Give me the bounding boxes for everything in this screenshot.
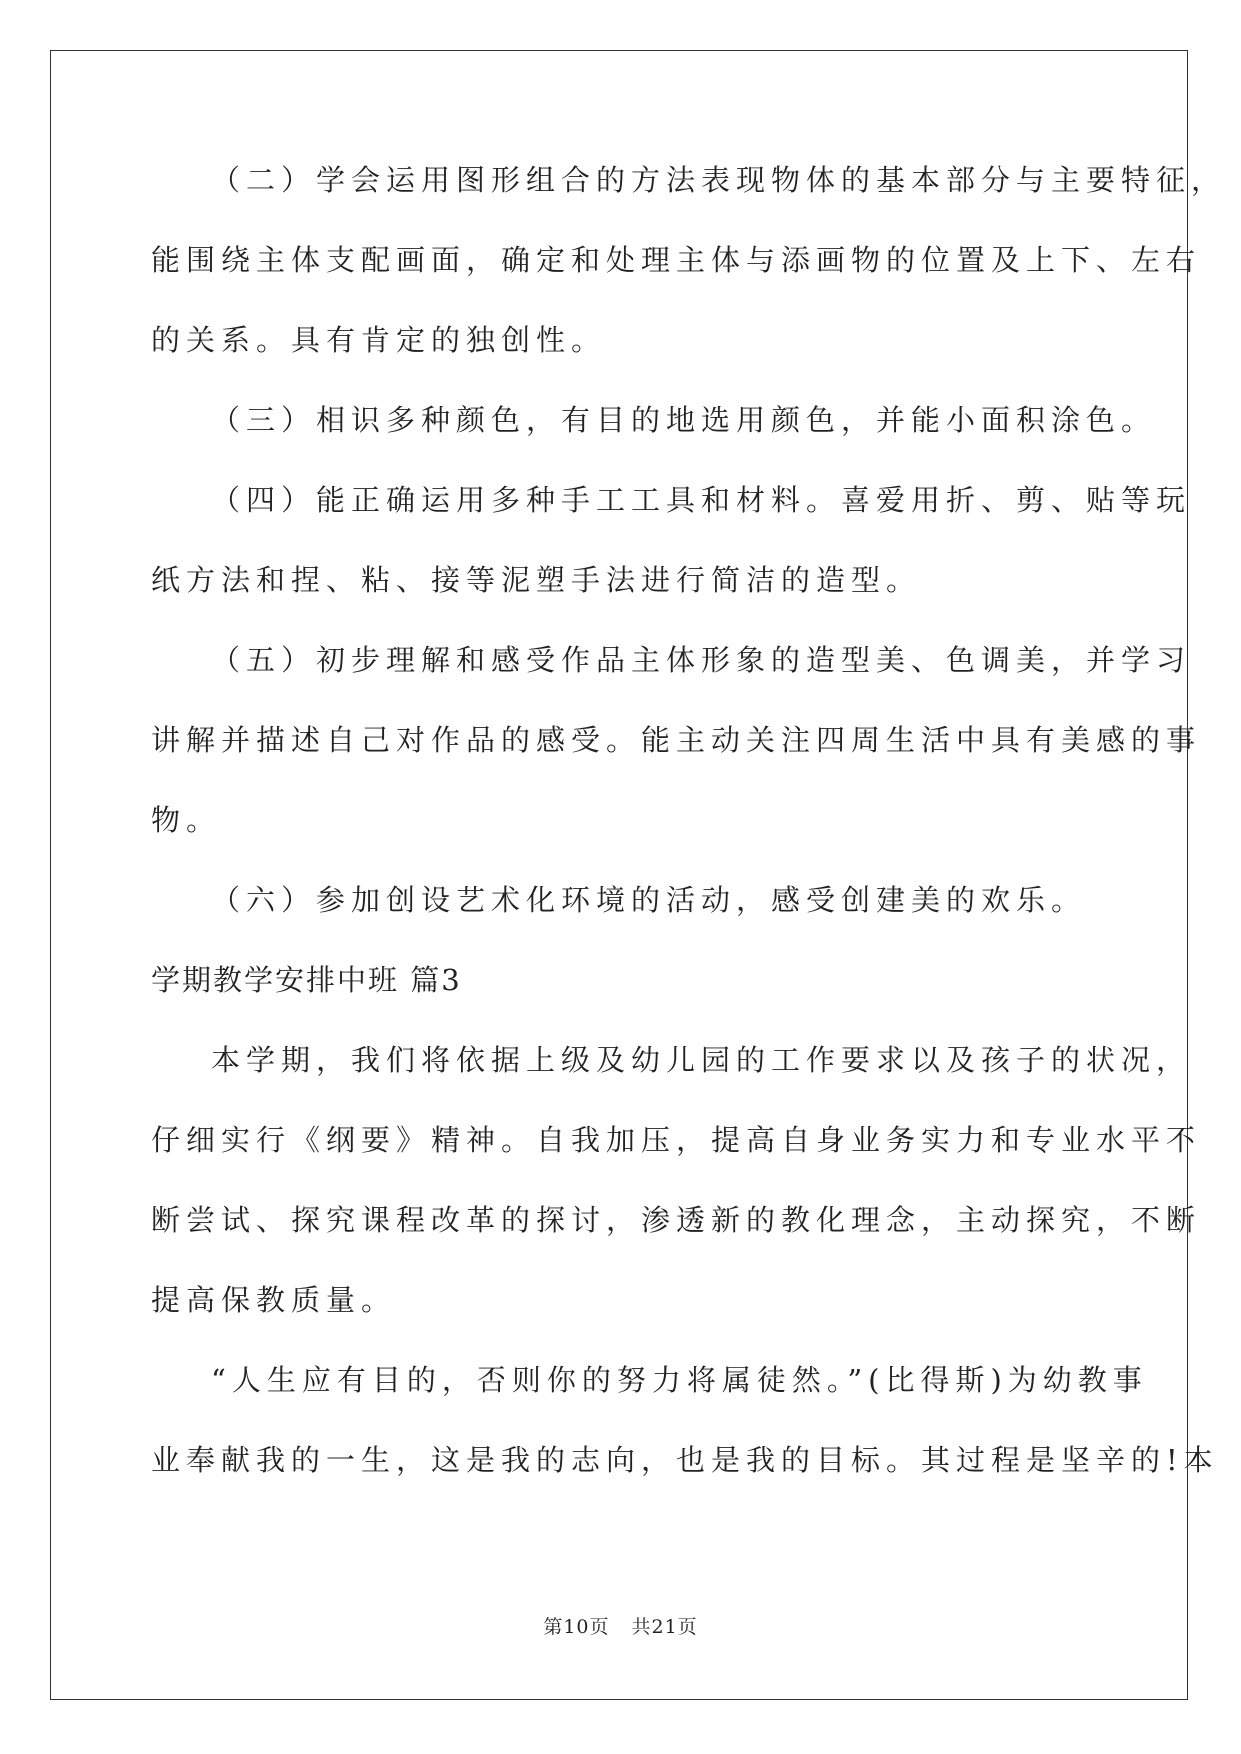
text-line: 物。 [151, 803, 222, 837]
text-line: 讲解并描述自己对作品的感受。能主动关注四周生活中具有美感的事 [151, 723, 1202, 757]
text-line: （三）相识多种颜色，有目的地选用颜色，并能小面积涂色。 [211, 403, 1157, 437]
text-line: 断尝试、探究课程改革的探讨，渗透新的教化理念，主动探究，不断 [151, 1203, 1202, 1237]
page-number: 第10页 [543, 1616, 610, 1638]
text-line: 能围绕主体支配画面，确定和处理主体与添画物的位置及上下、左右 [151, 243, 1202, 277]
text-line: 业奉献我的一生，这是我的志向，也是我的目标。其过程是坚辛的!本 [151, 1443, 1219, 1477]
text-line: “人生应有目的，否则你的努力将属徒然。”(比得斯)为幼教事 [211, 1363, 1148, 1397]
page-total: 共21页 [631, 1616, 698, 1638]
text-line: 提高保教质量。 [151, 1283, 397, 1317]
text-line: （二）学会运用图形组合的方法表现物体的基本部分与主要特征， [211, 163, 1227, 197]
text-line: 仔细实行《纲要》精神。自我加压，提高自身业务实力和专业水平不 [151, 1123, 1202, 1157]
page-footer [0, 1612, 1241, 1639]
document-body [151, 163, 1227, 1525]
text-line: （四）能正确运用多种手工工具和材料。喜爱用折、剪、贴等玩 [211, 483, 1192, 517]
text-line: 的关系。具有肯定的独创性。 [151, 323, 607, 357]
text-line: （五）初步理解和感受作品主体形象的造型美、色调美，并学习 [211, 643, 1192, 677]
text-line: 纸方法和捏、粘、接等泥塑手法进行简洁的造型。 [151, 563, 922, 597]
text-line: （六）参加创设艺术化环境的活动，感受创建美的欢乐。 [211, 883, 1087, 917]
section-heading: 学期教学安排中班 篇3 [151, 963, 462, 997]
text-line: 本学期，我们将依据上级及幼儿园的工作要求以及孩子的状况， [211, 1043, 1192, 1077]
